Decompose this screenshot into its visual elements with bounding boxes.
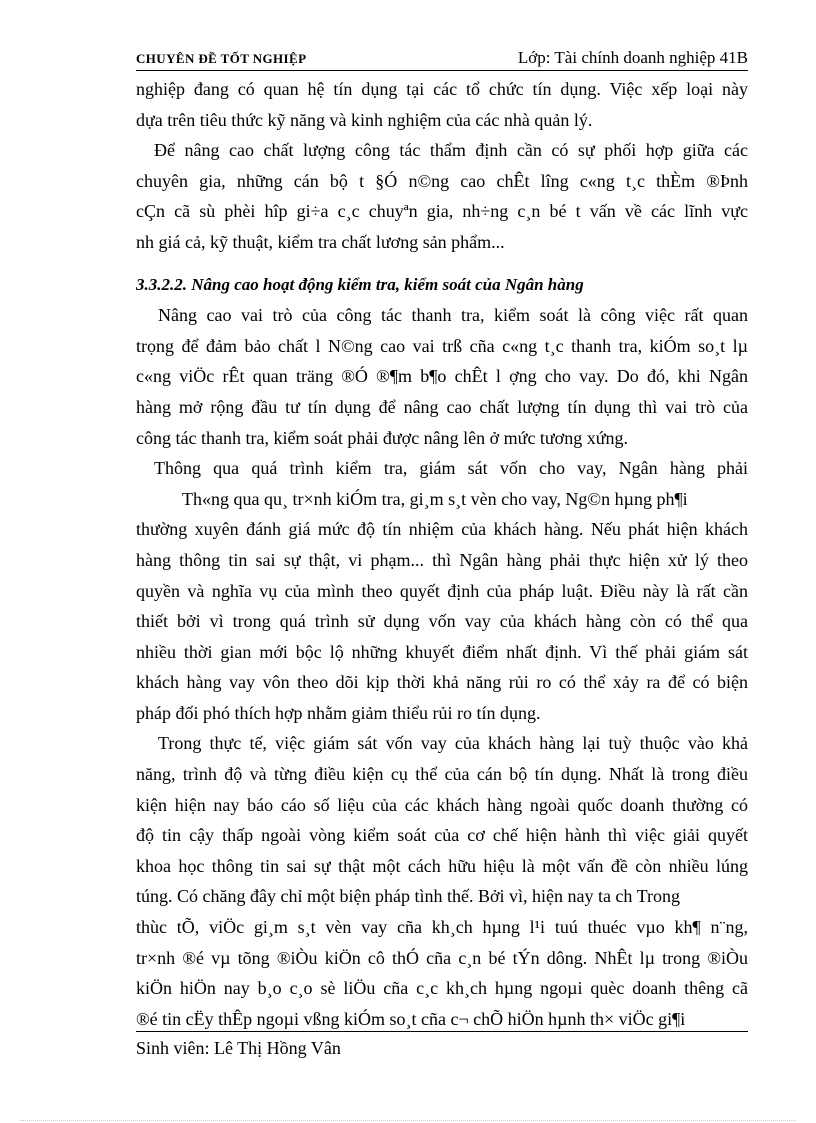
body-line: Để nâng cao chất lượng công tác thẩm định cần có sự phối hợp giữa các <box>154 140 748 161</box>
body-line: thường xuyên đánh giá mức độ tín nhiệm của khách hàng. Nếu phát hiện khách <box>136 519 748 540</box>
body-line: cÇn cã sù phèi hîp gi÷a c¸c chuyªn gia, nh÷ng c¸n bé t vấn về các lĩnh vực <box>136 201 748 222</box>
document-body <box>136 74 748 1034</box>
body-line: c«ng viÖc rÊt quan träng ®Ó ®¶m b¶o chÊt l ợng cho vay. Do đó, khi Ngân <box>136 366 748 387</box>
body-line: nhiều thời gian mới bộc lộ những khuyết điểm nhất định. Vì thế phải giám sát <box>136 641 748 662</box>
student-name: Sinh viên: Lê Thị Hồng Vân <box>136 1038 341 1058</box>
body-line: khoa học thông tin sai sự thật một cách hữu hiệu là một vấn đề còn nhiều lúng <box>136 855 748 876</box>
body-line: kiện hiện nay báo cáo số liệu của các khách hàng ngoài quốc doanh thường có <box>136 794 748 815</box>
body-line: nh giá cả, kỹ thuật, kiểm tra chất lương sản phẩm... <box>136 231 505 252</box>
footer-divider <box>136 1031 748 1032</box>
body-line: nghiệp đang có quan hệ tín dụng tại các tổ chức tín dụng. Việc xếp loại này <box>136 79 748 99</box>
class-label: Lớp: Tài chính doanh nghiệp 41B <box>517 48 748 67</box>
section-gap <box>136 258 748 270</box>
body-line: hàng mở rộng đầu tư tín dụng để nâng cao chất lượng tín dụng thì vai trò của <box>136 396 748 417</box>
body-line: kiÖn hiÖn nay b¸o c¸o sè liÖu cña c¸c kh¸ch hµng ngoµi quèc doanh thêng cã <box>136 978 748 999</box>
page-bottom-border <box>20 1120 796 1121</box>
section-heading: 3.3.2.2. Nâng cao hoạt động kiểm tra, kiểm soát của Ngân hàng <box>136 274 584 294</box>
body-line: trọng để đảm bảo chất l N©ng cao vai trß cña c«ng t¸c thanh tra, kiÓm so¸t lµ <box>136 335 748 356</box>
document-type-label: CHUYÊN ĐỀ TỐT NGHIỆP <box>136 51 307 66</box>
body-line: Thông qua quá trình kiểm tra, giám sát vốn cho vay, Ngân hàng phải <box>154 458 748 479</box>
body-line: công tác thanh tra, kiểm soát phải được nâng lên ở mức tương xứng. <box>136 427 628 448</box>
body-line: ®é tin cËy thÊp ngoµi vßng kiÓm so¸t cña c¬ chÕ hiÖn hµnh th× viÖc gi¶i <box>136 1008 686 1029</box>
body-line: pháp đối phó thích hợp nhằm giảm thiểu rủi ro tín dụng. <box>136 702 541 723</box>
header-divider <box>136 70 748 71</box>
body-line: chuyên gia, những cán bộ t §Ó n©ng cao chÊt lîng c«ng t¸c thÈm ®Þnh <box>136 170 748 191</box>
body-line: dựa trên tiêu thức kỹ năng và kinh nghiệm của các nhà quản lý. <box>136 109 593 130</box>
body-line: tr×nh ®é vµ tõng ®iÒu kiÖn cô thÓ cña c¸n bé tÝn dông. NhÊt lµ trong ®iÒu <box>136 947 748 968</box>
body-line: Th«ng qua qu¸ tr×nh kiÓm tra, gi¸m s¸t vèn cho vay, Ng©n hµng ph¶i <box>182 488 688 509</box>
body-line: Trong thực tế, việc giám sát vốn vay của khách hàng lại tuỳ thuộc vào khả <box>158 733 748 754</box>
page-header <box>136 48 748 70</box>
body-line: túng. Có chăng đây chỉ một biện pháp tình thế. Bởi vì, hiện nay ta ch Trong <box>136 886 680 907</box>
body-line: thiết bởi vì trong quá trình sử dụng vốn vay của khách hàng còn có thể qua <box>136 611 748 632</box>
body-line: thùc tÕ, viÖc gi¸m s¸t vèn vay cña kh¸ch hµng l¹i tuú thuéc vµo kh¶ n¨ng, <box>136 917 748 938</box>
body-line: quyền và nghĩa vụ của mình theo quyết định của pháp luật. Điều này là rất cần <box>136 580 748 601</box>
body-line: Nâng cao vai trò của công tác thanh tra, kiểm soát là công việc rất quan <box>158 305 748 326</box>
body-line: khách hàng vay vôn theo dõi kịp thời khả năng rủi ro có thể xảy ra để có biện <box>136 672 748 693</box>
body-line: năng, trình độ và từng điều kiện cụ thể của cán bộ tín dụng. Nhất là trong điều <box>136 764 748 785</box>
body-line: hàng thông tin sai sự thật, vi phạm... thì Ngân hàng phải thực hiện xử lý theo <box>136 549 748 570</box>
body-line: độ tin cậy thấp ngoài vòng kiểm soát của cơ chế hiện hành thì việc giải quyết <box>136 825 748 846</box>
